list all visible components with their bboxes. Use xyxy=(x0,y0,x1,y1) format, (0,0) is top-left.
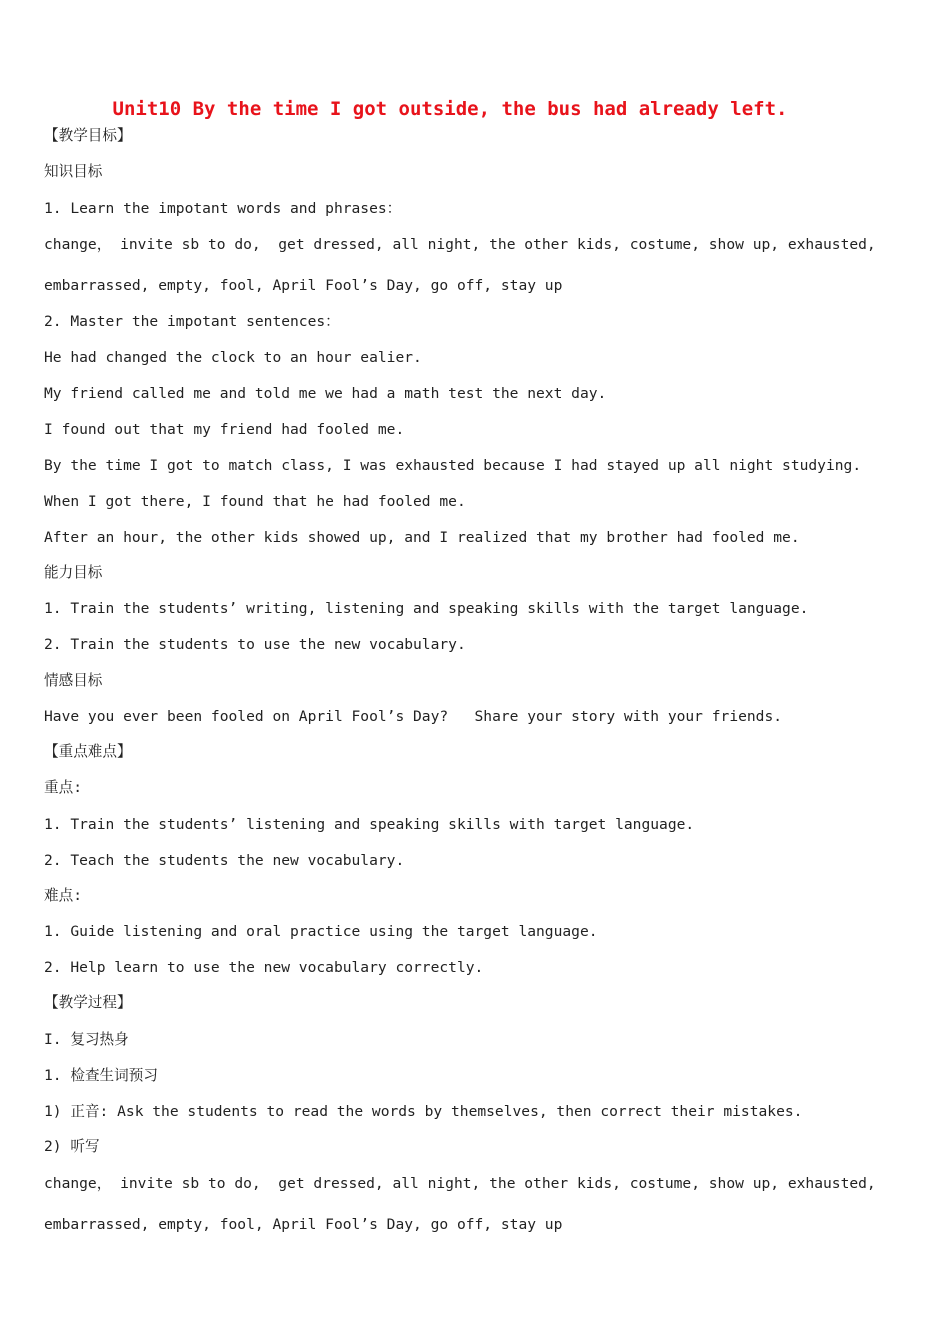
sentence-line: After an hour, the other kids showed up, and I realized that my brother had fooled me. xyxy=(44,529,800,546)
text-line: Have you ever been fooled on April Fool’s Day? Share your story with your friends. xyxy=(44,708,783,725)
text-line: 2) 听写 xyxy=(44,1138,100,1155)
text-line: 2. Train the students to use the new vocabulary. xyxy=(44,636,466,653)
subheading-key-points: 重点: xyxy=(44,779,82,796)
subheading-difficulties: 难点: xyxy=(44,887,82,904)
text-line: 2. Master the impotant sentences： xyxy=(44,313,340,330)
sentence-line: He had changed the clock to an hour ealier. xyxy=(44,349,422,366)
text-line: 2. Teach the students the new vocabulary. xyxy=(44,852,405,869)
text-line: 1. Learn the impotant words and phrases： xyxy=(44,200,402,217)
sentence-line: By the time I got to match class, I was exhausted because I had stayed up all night studying. xyxy=(44,457,862,474)
text-line: 2. Help learn to use the new vocabulary correctly. xyxy=(44,959,484,976)
text-line: 1. Guide listening and oral practice using the target language. xyxy=(44,923,598,940)
vocabulary-line: embarrassed, empty, fool, April Fool’s Day, go off, stay up xyxy=(44,277,563,294)
sentence-line: When I got there, I found that he had fooled me. xyxy=(44,493,466,510)
sentence-line: I found out that my friend had fooled me. xyxy=(44,421,405,438)
text-line: 1. 检查生词预习 xyxy=(44,1067,158,1084)
section-heading-teaching-process: 【教学过程】 xyxy=(44,994,132,1011)
vocabulary-line: change， invite sb to do, get dressed, all night, the other kids, costume, show up, exhausted, xyxy=(44,236,876,253)
text-line: 1. Train the students’ listening and speaking skills with target language. xyxy=(44,816,695,833)
vocabulary-line: embarrassed, empty, fool, April Fool’s Day, go off, stay up xyxy=(44,1216,563,1233)
document-title: Unit10 By the time I got outside, the bus had already left. xyxy=(112,98,788,120)
text-line: I. 复习热身 xyxy=(44,1031,129,1048)
text-line: 1. Train the students’ writing, listening and speaking skills with the target language. xyxy=(44,600,809,617)
subheading-ability-goals: 能力目标 xyxy=(44,564,103,581)
text-line: 1) 正音: Ask the students to read the words by themselves, then correct their mistakes. xyxy=(44,1103,803,1120)
vocabulary-line: change， invite sb to do, get dressed, all night, the other kids, costume, show up, exhausted, xyxy=(44,1175,876,1192)
subheading-emotional-goals: 情感目标 xyxy=(44,672,103,689)
section-heading-key-points: 【重点难点】 xyxy=(44,743,132,760)
section-heading-teaching-goals: 【教学目标】 xyxy=(44,127,132,144)
sentence-line: My friend called me and told me we had a math test the next day. xyxy=(44,385,607,402)
subheading-knowledge-goals: 知识目标 xyxy=(44,163,103,180)
